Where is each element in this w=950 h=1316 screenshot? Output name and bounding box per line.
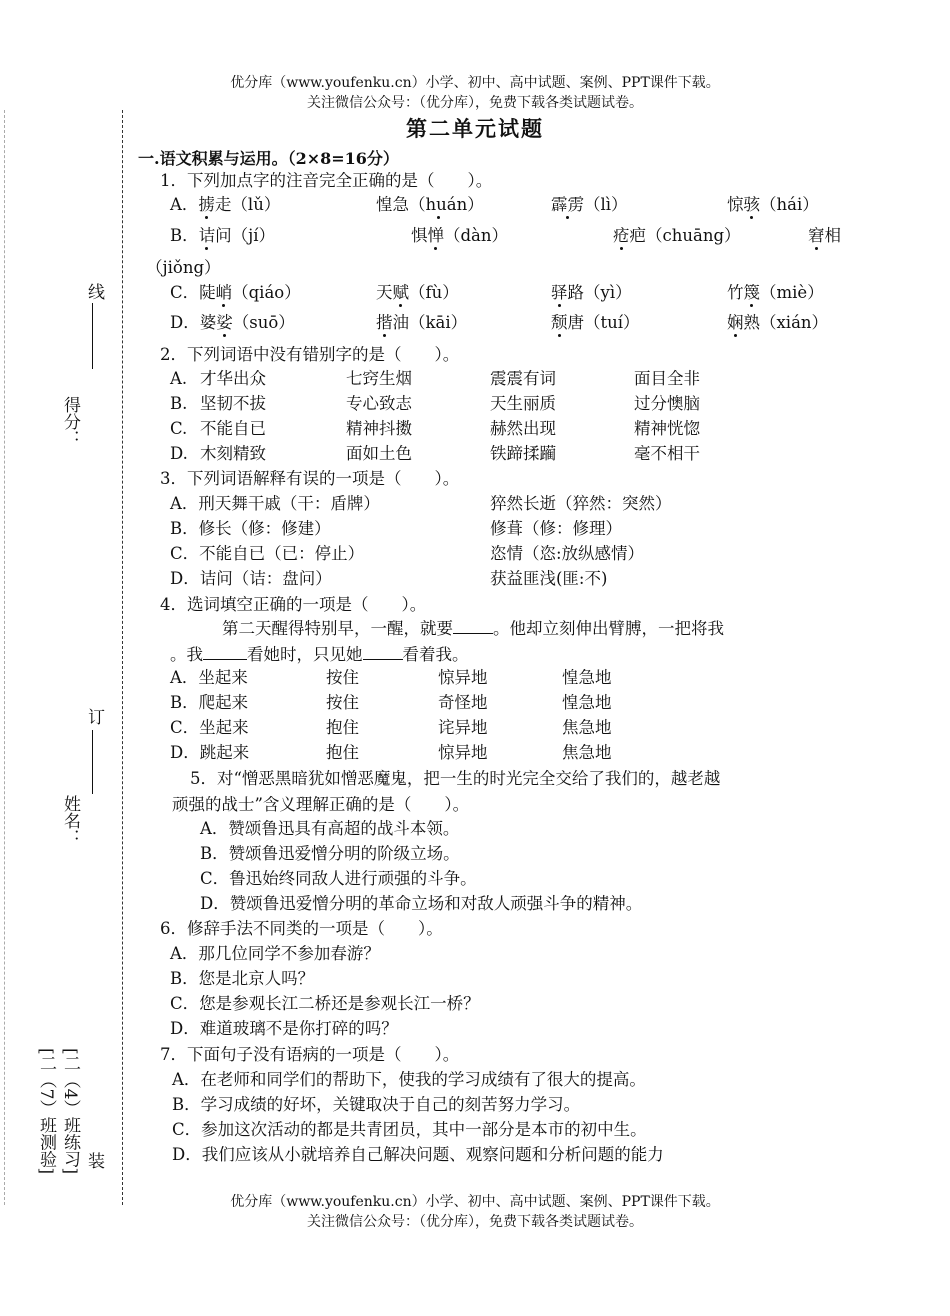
binding-dashed-line — [122, 110, 123, 1205]
q4-cell: 惶急地 — [562, 668, 612, 687]
q4-blank-3 — [363, 643, 403, 660]
q1-d4-c: 熟（xián） — [743, 313, 829, 332]
q3-cell: A．刑天舞干戚（干：盾牌） — [170, 494, 380, 513]
q1-c2-c3: （fù） — [409, 283, 459, 302]
name-blank — [92, 730, 93, 794]
q1-d3-dot: 颓 — [551, 313, 568, 332]
q4-p4: 看她时，只见她 — [247, 645, 363, 664]
binding-edge-line — [4, 110, 5, 1205]
q1-a2-c1: 惶 — [376, 195, 393, 214]
q1-c1-c3: （qiáo） — [232, 283, 301, 302]
q1-c4-dot: 篾 — [743, 283, 760, 302]
footer-line-1: 优分库（www.youfenku.cn）小学、初中、高中试题、案例、PPT课件下载。 — [230, 1194, 720, 1210]
q4-cell: 奇怪地 — [438, 693, 488, 712]
q2-cell: 面目全非 — [634, 369, 700, 388]
q1-a1: 走（lǔ） — [214, 195, 281, 214]
q2-cell: 精神恍惚 — [634, 419, 700, 438]
q1-b2-c3: （dàn） — [444, 226, 509, 245]
q1-option-d3 — [551, 311, 640, 335]
q1-c4-c3: （miè） — [760, 283, 824, 302]
q4-cell: D．跳起来 — [170, 743, 250, 762]
q2-cell: 铁蹄揉躏 — [490, 444, 556, 463]
q2-cell: 精神抖擞 — [346, 419, 412, 438]
q4-cell: 抱住 — [326, 718, 359, 737]
q1-d1-c3: （suō） — [232, 313, 295, 332]
q4-passage-1 — [222, 617, 724, 641]
q1-a4-c3: （hái） — [760, 195, 819, 214]
q2-cell: A. — [170, 369, 188, 388]
q4-cell: A．坐起来 — [170, 668, 248, 687]
q1-option-c4 — [727, 281, 824, 305]
q1-c1-dot: 峭 — [215, 283, 233, 302]
q1-option-c — [170, 281, 301, 305]
q3-cell: B．修长（修：修建） — [170, 519, 331, 538]
q4-cell: 按住 — [326, 668, 359, 687]
score-blank — [92, 303, 93, 369]
q4-cell: 焦急地 — [562, 718, 612, 737]
q1-d-label: D． — [170, 313, 200, 332]
q5-option: C．鲁迅始终同敌人进行顽强的斗争。 — [200, 869, 477, 888]
q6-stem: 6．修辞手法不同类的一项是（ ）。 — [160, 919, 443, 938]
q1-d1-c1: 婆 — [199, 313, 217, 332]
q2-cell: 不能自已 — [200, 419, 266, 438]
q1-b1-dot: 诘 — [198, 226, 216, 245]
q1-option-d2 — [376, 311, 467, 335]
q1-c3-dot: 驿 — [551, 283, 568, 302]
q2-cell: 木刻精致 — [200, 444, 266, 463]
q4-cell: 惶急地 — [562, 693, 612, 712]
q4-cell: 惊异地 — [438, 668, 488, 687]
q7-option: C．参加这次活动的都是共青团员，其中一部分是本市的初中生。 — [172, 1120, 647, 1139]
gutter-xian: 线 — [84, 283, 104, 300]
q1-option-a2 — [376, 193, 484, 217]
q1-a3-dot: 霹雳 — [551, 195, 584, 214]
q2-cell: C. — [170, 419, 188, 438]
q2-cell: 才华出众 — [200, 369, 266, 388]
q1-a4-c1: 惊 — [727, 195, 744, 214]
q2-cell: 毫不相干 — [634, 444, 700, 463]
q3-cell: 猝然长逝（猝然：突然） — [490, 494, 672, 513]
q5-stem-1: 5．对“憎恶黑暗犹如憎恶魔鬼，把一生的时光完全交给了我们的，越老越 — [190, 769, 721, 788]
q4-p3: 。我 — [170, 645, 203, 664]
q4-cell: 诧异地 — [438, 718, 488, 737]
q1-a4-dot: 骇 — [743, 195, 760, 214]
q1-c1-c1: 陡 — [199, 283, 216, 302]
gutter-zhuang: 装 — [84, 1152, 104, 1169]
q4-p1: 第二天醒得特别早，一醒，就要 — [222, 619, 453, 638]
q1-d3-c: 唐（tuí） — [567, 313, 640, 332]
q1-option-b3 — [613, 224, 741, 248]
q1-a-label: A． — [170, 195, 199, 214]
q1-option-b2 — [411, 224, 508, 248]
q4-blank-2 — [203, 643, 247, 660]
gutter-name-label: 姓名： — [60, 795, 80, 846]
q1-option-d — [170, 311, 295, 335]
q5-option: B．赞颂鲁迅爱憎分明的阶级立场。 — [200, 844, 460, 863]
q1-option-a4 — [727, 193, 819, 217]
section-heading: 一.语文积累与运用。（2×8=16分） — [138, 149, 399, 168]
q1-c-label: C． — [170, 283, 200, 302]
footer-line-2: 关注微信公众号：（优分库），免费下载各类试题试卷。 — [307, 1214, 643, 1230]
q3-cell: 修葺（修：修理） — [490, 519, 622, 538]
gutter-score-label: 得分： — [60, 396, 80, 447]
q3-cell: C．不能自已（已：停止） — [170, 544, 365, 563]
q1-stem: 1．下列加点字的注音完全正确的是（ ）。 — [160, 171, 493, 190]
q2-stem: 2．下列词语中没有错别字的是（ ）。 — [160, 345, 460, 364]
q1-b4-dot: 窘 — [808, 226, 825, 245]
q3-cell: 获益匪浅(匪:不) — [490, 569, 608, 588]
q2-cell: 震震有词 — [490, 369, 556, 388]
q1-c2-dot: 赋 — [392, 283, 409, 302]
q1-b1: 问（jí） — [215, 226, 276, 245]
q1-option-b4 — [808, 224, 841, 248]
gutter-class-test: [二（7）班测验] — [36, 1048, 56, 1175]
page-title: 第二单元试题 — [406, 116, 544, 141]
q2-cell: 赫然出现 — [490, 419, 556, 438]
q1-option-d4 — [727, 311, 828, 335]
header-line-1: 优分库（www.youfenku.cn）小学、初中、高中试题、案例、PPT课件下载。 — [230, 75, 720, 91]
q4-cell: 按住 — [326, 693, 359, 712]
q3-stem: 3．下列词语解释有误的一项是（ ）。 — [160, 469, 460, 488]
q1-b4-c: 相 — [824, 226, 841, 245]
q4-cell: C．坐起来 — [170, 718, 249, 737]
q1-b3-dot: 疮 — [613, 226, 630, 245]
q1-a1-dot: 掳 — [198, 195, 215, 214]
gutter-class-practice: [二（4）班练习] — [60, 1048, 80, 1175]
q4-blank-1 — [453, 617, 493, 634]
q7-stem: 7．下面句子没有语病的一项是（ ）。 — [160, 1045, 460, 1064]
q7-option: B．学习成绩的好坏，关键取决于自己的刻苦努力学习。 — [172, 1095, 581, 1114]
q1-d2-c: 油（kāi） — [392, 313, 468, 332]
q1-d2-dot: 揩 — [376, 313, 393, 332]
q1-b2-c1: 惧 — [411, 226, 428, 245]
q1-a2-dot: 急（huán） — [392, 195, 484, 214]
q4-p5: 看着我。 — [402, 645, 469, 664]
q2-cell: 七窍生烟 — [346, 369, 412, 388]
q1-option-a — [170, 193, 280, 217]
q1-a3-c: （lì） — [584, 195, 628, 214]
q6-option: B．您是北京人吗？ — [170, 969, 315, 988]
q1-c2-c1: 天 — [376, 283, 393, 302]
q1-b3-c: 疤（chuāng） — [629, 226, 741, 245]
q1-option-a3 — [551, 193, 628, 217]
q2-cell: 坚韧不拔 — [200, 394, 266, 413]
q2-cell: 天生丽质 — [490, 394, 556, 413]
q1-option-c2 — [376, 281, 459, 305]
q3-cell: 恣情（恣:放纵感情） — [490, 544, 645, 563]
q2-cell: 过分懊脑 — [634, 394, 700, 413]
q1-b2-dot: 惮 — [427, 226, 444, 245]
q4-cell: B．爬起来 — [170, 693, 249, 712]
q1-option-b — [170, 224, 275, 248]
q5-stem-2: 顽强的战士”含义理解正确的是（ ）。 — [172, 795, 470, 814]
q1-d4-dot: 娴 — [727, 313, 744, 332]
q5-option: A．赞颂鲁迅具有高超的战斗本领。 — [200, 819, 460, 838]
q4-stem: 4．选词填空正确的一项是（ ）。 — [160, 595, 427, 614]
q2-cell: 面如土色 — [346, 444, 412, 463]
q6-option: D．难道玻璃不是你打碎的吗？ — [170, 1019, 398, 1038]
q6-option: C．您是参观长江二桥还是参观长江一桥？ — [170, 994, 480, 1013]
q4-passage-2 — [170, 643, 469, 667]
q3-cell: D．诘问（诘：盘问） — [170, 569, 332, 588]
q2-cell: B. — [170, 394, 188, 413]
q1-c3-c: 路（yì） — [567, 283, 632, 302]
q4-cell: 焦急地 — [562, 743, 612, 762]
q4-p2: 。他却立刻伸出臂膊，一把将我 — [493, 619, 724, 638]
gutter-ding: 订 — [84, 708, 104, 725]
q5-option: D．赞颂鲁迅爱憎分明的革命立场和对敌人顽强斗争的精神。 — [200, 894, 643, 913]
q7-option: A．在老师和同学们的帮助下，使我的学习成绩有了很大的提高。 — [172, 1070, 646, 1089]
q7-option: D．我们应该从小就培养自己解决问题、观察问题和分析问题的能力 — [172, 1145, 664, 1164]
q6-option: A．那几位同学不参加春游？ — [170, 944, 380, 963]
q2-cell: 专心致志 — [346, 394, 412, 413]
q1-option-b4-pinyin: （jiǒng） — [146, 258, 221, 277]
q1-b-label: B． — [170, 226, 199, 245]
q1-c4-c1: 竹 — [727, 283, 744, 302]
q1-d1-dot: 娑 — [216, 313, 233, 332]
q4-cell: 抱住 — [326, 743, 359, 762]
q2-cell: D. — [170, 444, 188, 463]
header-line-2: 关注微信公众号：（优分库），免费下载各类试题试卷。 — [307, 95, 643, 111]
q4-cell: 惊异地 — [438, 743, 488, 762]
q1-option-c3 — [551, 281, 632, 305]
